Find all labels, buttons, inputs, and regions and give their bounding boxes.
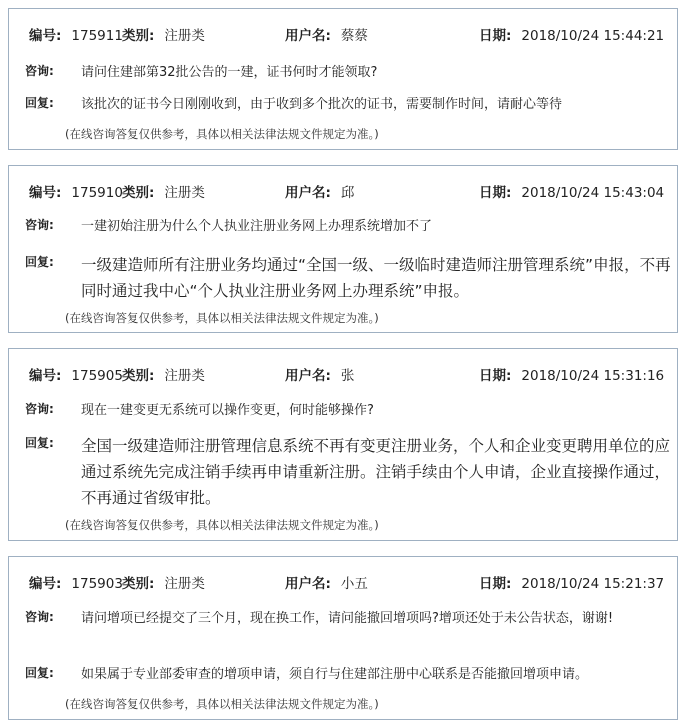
user-value: 张 — [340, 368, 355, 384]
user-label: 用户名: — [285, 28, 331, 44]
disclaimer-note: (在线咨询答复仅供参考，具体以相关法律法规文件规定为准。) — [65, 518, 379, 532]
consult-card — [8, 348, 678, 541]
date-value: 2018/10/24 15:43:04 — [521, 185, 665, 201]
card-header — [9, 574, 677, 594]
id-value: 175911 — [71, 28, 123, 44]
card-header — [9, 26, 677, 46]
user-label: 用户名: — [285, 185, 331, 201]
type-value: 注册类 — [164, 368, 205, 384]
date-label: 日期: — [479, 28, 512, 44]
question-text: 现在一建变更无系统可以操作变更，何时能够操作? — [81, 403, 374, 418]
answer-text: 全国一级建造师注册管理信息系统不再有变更注册业务，个人和企业变更聘用单位的应通过系统先完成注销手续再申请重新注册。注销手续由个人申请，企业直接操作通过，不再通过省级审批。 — [81, 437, 671, 507]
date-label: 日期: — [479, 576, 512, 592]
type-value: 注册类 — [164, 185, 205, 201]
consult-card — [8, 8, 678, 150]
user-label: 用户名: — [285, 368, 331, 384]
type-label: 类别: — [122, 28, 155, 44]
question-label: 咨询: — [25, 64, 54, 78]
question-text: 一建初始注册为什么个人执业注册业务网上办理系统增加不了 — [81, 219, 433, 234]
disclaimer-note: (在线咨询答复仅供参考，具体以相关法律法规文件规定为准。) — [65, 311, 379, 325]
id-value: 175910 — [71, 185, 123, 201]
id-label: 编号: — [29, 368, 62, 384]
answer-label: 回复: — [25, 255, 54, 269]
disclaimer-note: (在线咨询答复仅供参考，具体以相关法律法规文件规定为准。) — [65, 697, 379, 711]
id-label: 编号: — [29, 576, 62, 592]
user-value: 邱 — [340, 185, 355, 201]
question-label: 咨询: — [25, 218, 54, 232]
user-value: 小五 — [340, 576, 368, 592]
type-label: 类别: — [122, 185, 155, 201]
answer-label: 回复: — [25, 666, 54, 680]
id-value: 175905 — [71, 368, 123, 384]
answer-label: 回复: — [25, 96, 54, 110]
question-text: 请问增项已经提交了三个月，现在换工作，请问能撤回增项吗?增项还处于未公告状态，谢谢! — [81, 611, 614, 626]
consult-card — [8, 556, 678, 720]
user-label: 用户名: — [285, 576, 331, 592]
answer-label: 回复: — [25, 436, 54, 450]
id-value: 175903 — [71, 576, 123, 592]
id-label: 编号: — [29, 185, 62, 201]
date-value: 2018/10/24 15:21:37 — [521, 576, 665, 592]
consult-card — [8, 165, 678, 333]
question-label: 咨询: — [25, 402, 54, 416]
card-header — [9, 366, 677, 386]
type-label: 类别: — [122, 576, 155, 592]
question-label: 咨询: — [25, 610, 54, 624]
answer-text: 该批次的证书今日刚刚收到，由于收到多个批次的证书，需要制作时间，请耐心等待 — [81, 97, 563, 112]
answer-text: 一级建造师所有注册业务均通过“全国一级、一级临时建造师注册管理系统”申报，不再同时通过我中心“个人执业注册业务网上办理系统”申报。 — [81, 256, 671, 300]
type-value: 注册类 — [164, 576, 205, 592]
id-label: 编号: — [29, 28, 62, 44]
date-label: 日期: — [479, 368, 512, 384]
date-value: 2018/10/24 15:31:16 — [521, 368, 665, 384]
question-text: 请问住建部第32批公告的一建，证书何时才能领取? — [81, 65, 378, 80]
date-label: 日期: — [479, 185, 512, 201]
type-label: 类别: — [122, 368, 155, 384]
user-value: 蔡蔡 — [340, 28, 368, 44]
date-value: 2018/10/24 15:44:21 — [521, 28, 665, 44]
disclaimer-note: (在线咨询答复仅供参考，具体以相关法律法规文件规定为准。) — [65, 127, 379, 141]
card-header — [9, 183, 677, 203]
type-value: 注册类 — [164, 28, 205, 44]
answer-text: 如果属于专业部委审查的增项申请，须自行与住建部注册中心联系是否能撤回增项申请。 — [81, 667, 589, 682]
